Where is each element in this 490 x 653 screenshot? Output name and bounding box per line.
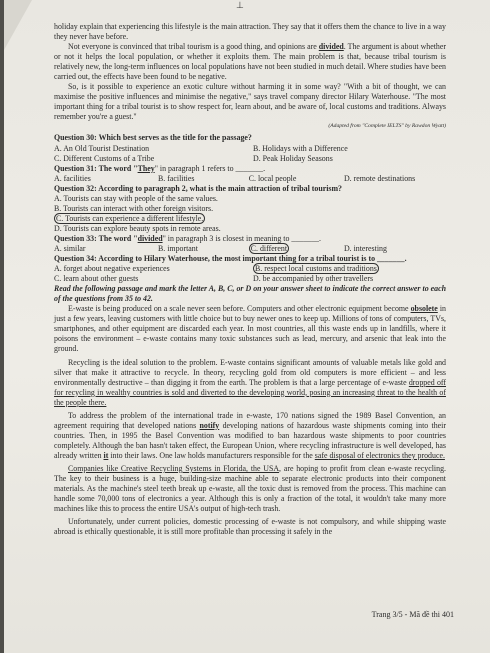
passage1-paragraph3: So, is it possible to experience an exotic culture without harming it in some way? "With a bit of thought, we can maximise the positive influences and minimise the negative," says travel company director Hilary Waterhouse. "The most important thing for a tribal tourist is to show respect for, learn about, and be aware of, local customs and traditions. Always remember you're a guest." <box>54 82 446 122</box>
underlined-phrase-dropped-off: dropped off for recycling in wealthy countries is sold and diverted to the developing world, posing an increasing threat to the health of the people there. <box>54 377 446 407</box>
passage2-paragraph3: To address the problem of the international trade in e-waste, 170 nations signed the 1989 Basel Convention, an agreement requiring that developed nations notify developing nations of hazardous waste shipments coming into their countries. Then, in 1995 the Basel Convention was modified to ban hazardous waste shipments to poor countries completely. Although the ban hasn't taken effect, the European Union, where recycling infrastructure is well developed, has already written it into their laws. One law holds manufacturers responsible for the safe disposal of electronics they produce. <box>54 410 446 460</box>
question-30-stem: Question 30: Which best serves as the title for the passage? <box>54 133 252 143</box>
q31-option-d: D. remote destinations <box>343 173 416 183</box>
q33-option-a: A. similar <box>54 243 86 253</box>
question-31: Question 31: The word "They" in paragraph 1 refers to _______. A. facilities B. facilities C. local people D. remote destinations <box>54 164 446 184</box>
underlined-word-it: it <box>103 450 109 460</box>
underlined-word-divided-q33: divided <box>137 233 163 243</box>
question-33: Question 33: The word "divided" in paragraph 3 is closest in meaning to _______. A. similar B. important C. different D. interesting <box>54 234 446 254</box>
question-30 <box>54 133 446 163</box>
q34-option-b: B. respect local customs and traditions <box>255 264 377 274</box>
q34-option-a: A. forget about negative experiences <box>54 264 170 274</box>
underlined-word-notify: notify <box>199 420 220 430</box>
underlined-word-divided: divided <box>318 42 344 52</box>
underlined-word-obsolete: obsolete <box>410 304 438 314</box>
page-content <box>54 22 446 537</box>
underlined-phrase-companies: Companies like Creative Recycling Systems in Florida, the USA <box>68 463 280 473</box>
q34-option-d: D. be accompanied by other travellers <box>253 274 374 284</box>
q30-option-c: C. Different Customs of a Tribe <box>54 153 155 163</box>
q33-option-c: C. different <box>250 243 288 253</box>
underlined-phrase-safe-disposal: safe disposal of electronics they produce. <box>314 450 445 460</box>
question-32-stem: Question 32: According to paragraph 2, what is the main attraction of tribal tourism? <box>54 183 342 193</box>
q32-option-d: D. Tourists can explore beauty spots in remote areas. <box>54 223 221 233</box>
passage1-paragraph2: Not everyone is convinced that tribal tourism is a good thing, and opinions are divided. The argument is about whether or not it helps the local population, or whether it exploits them. The main problem is that, because tribal tourism is relatively new, the long-term influences on local populations have not been studied in much detail. Where studies have been carried out, the effects have been found to be negative. <box>54 42 446 82</box>
page-top-mark: ⊥ <box>236 0 244 10</box>
folded-corner <box>4 0 32 50</box>
passage1-paragraph1-end: holiday explain that experiencing this lifestyle is the main attraction. They say that it offers them the chance to live in a way they never have before. <box>54 22 446 42</box>
q33-option-b: B. important <box>158 243 198 253</box>
question-32 <box>54 184 446 234</box>
page-footer: Trang 3/5 - Mã đề thi 401 <box>371 610 454 619</box>
q30-option-b: B. Holidays with a Difference <box>253 143 348 153</box>
passage2-paragraph5: Unfortunately, under current policies, domestic processing of e-waste is not compulsory, and while shipping waste abroad is ethically questionable, it is still more profitable than processing it safely in the <box>54 517 446 537</box>
q31-option-a: A. facilities <box>54 173 91 183</box>
q32-option-a: A. Tourists can stay with people of the same values. <box>54 193 218 203</box>
question-34 <box>54 254 446 284</box>
q32-option-b: B. Tourists can interact with other foreign visitors. <box>54 203 214 213</box>
q32-option-c: C. Tourists can experience a different lifestyle. <box>56 213 204 223</box>
q34-option-c: C. learn about other guests <box>54 274 139 284</box>
question-34-stem: Question 34: According to Hilary Waterhouse, the most important thing for a tribal tourist is to _______. <box>54 254 407 264</box>
passage2-paragraph4: Companies like Creative Recycling Systems in Florida, the USA, are hoping to profit from clean e-waste recycling. The key to their business is a huge, building-size machine able to separate electronic products into their component materials. As the machine's steel teeth break up e-waste, all the toxic dust is removed from the process. This machine can handle some 70,000 tons of electronics a year. Although this is only a fraction of the total, it wouldn't take many more machines like this to process the entire USA's output of high-tech trash. <box>54 463 446 514</box>
q30-option-d: D. Peak Holiday Seasons <box>253 153 333 163</box>
q31-option-b: B. facilities <box>158 173 195 183</box>
q31-option-c: C. local people <box>248 173 297 183</box>
underlined-word-they: They <box>137 163 155 173</box>
passage-source: (Adapted from "Complete IELTS" by Rawdon Wyatt) <box>328 123 446 130</box>
q33-option-d: D. interesting <box>343 243 387 253</box>
instruction-text: Read the following passage and mark the letter A, B, C, or D on your answer sheet to indicate the correct answer to each of the questions from 35 to 42. <box>54 284 446 304</box>
q30-option-a: A. An Old Tourist Destination <box>54 143 150 153</box>
passage2-paragraph2: Recycling is the ideal solution to the problem. E-waste contains significant amounts of valuable metals like gold and silver that make it attractive to recycle. In theory, recycling gold from old computers is more efficient – and less environmentally destructive – than digging it from the earth. The problem is that a large percentage of e-waste dropped off for recycling in wealthy countries is sold and diverted to the developing world, posing an increasing threat to the health of the people there. <box>54 357 446 407</box>
passage2-paragraph1: E-waste is being produced on a scale never seen before. Computers and other electronic equipment become obsolete in just a few years, leaving customers with little choice but to buy newer ones to keep up. Millions of tons of computers, TVs, smartphones, and other equipment are discarded each year. In most countries, all this waste ends up in landfills, where it poisons the environment – e-waste contains many toxic substances such as lead, mercury, and arsenic that leak into the ground. <box>54 304 446 354</box>
